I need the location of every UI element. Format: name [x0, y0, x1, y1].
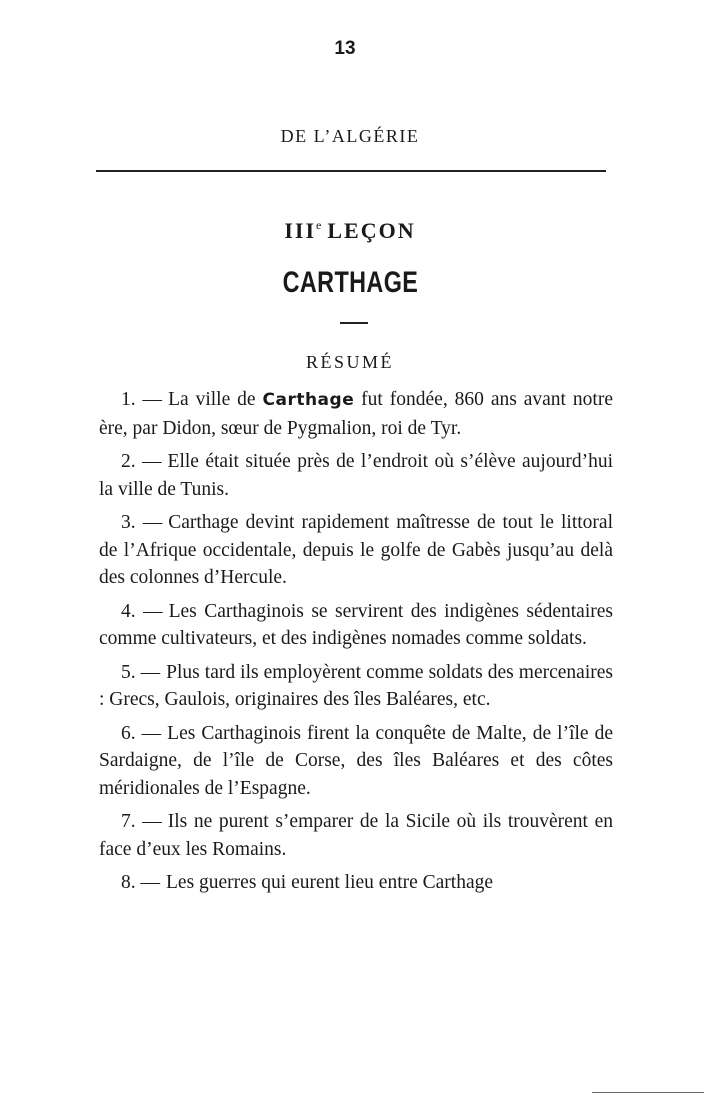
lesson-title: [0, 218, 700, 244]
summary-paragraph-5: [99, 659, 613, 714]
resume-heading: RÉSUMÉ: [305, 352, 394, 372]
footer-rule: [592, 1092, 704, 1093]
lesson-numeral: III: [284, 218, 317, 243]
paragraph-text-after: fut fondée, 860 ans avant notre ère, par Didon, sœur de Pygmalion, roi de Tyr.: [99, 389, 613, 439]
paragraph-number: 2. —: [121, 451, 162, 472]
paragraph-number: 5. —: [121, 661, 161, 683]
paragraph-text: Les Carthaginois firent la conquête de Malte, de l’île de Sardaigne, de l’île de Corse, des îles Baléares et des côtes méridionales de l’Espagne.: [99, 722, 614, 799]
paragraph-text: Les Carthaginois se servirent des indigènes sédentaires comme cultivateurs, et des indigènes nomades comme soldats.: [99, 600, 613, 649]
paragraph-number: 4. —: [121, 600, 163, 622]
paragraph-text: Les guerres qui eurent lieu entre Carthage: [166, 872, 494, 893]
title-rule: [340, 322, 368, 324]
paragraph-number: 1. —: [121, 389, 163, 410]
carthage-emphasis: Carthage: [262, 390, 355, 410]
summary-paragraph-2: [99, 448, 613, 503]
paragraph-number: 7. —: [121, 811, 162, 832]
paragraph-number: 6. —: [121, 722, 162, 744]
lesson-word: LEÇON: [327, 218, 416, 243]
paragraph-text-before: La ville de: [168, 389, 263, 410]
paragraph-text: Ils ne purent s’emparer de la Sicile où ils trouvèrent en face d’eux les Romains.: [99, 811, 613, 860]
running-head: DE L’ALGÉRIE: [280, 126, 420, 146]
paragraph-number: 8. —: [121, 872, 160, 893]
paragraph-text: Elle était située près de l’endroit où s’élève aujourd’hui la ville de Tunis.: [99, 451, 614, 500]
summary-paragraph-3: [99, 509, 613, 592]
paragraph-number: 3. —: [121, 512, 163, 533]
summary-paragraph-8: [99, 869, 613, 897]
summary-paragraph-1: [99, 386, 613, 442]
paragraph-text: Carthage devint rapidement maîtresse de tout le littoral de l’Afrique occidentale, depuis le golfe de Gabès jusqu’au delà des colonnes d’Hercule.: [99, 512, 613, 588]
summary-paragraph-6: [99, 720, 613, 803]
page-number: 13: [334, 38, 356, 59]
summary-paragraph-7: [99, 808, 613, 863]
lesson-superscript: e: [316, 218, 324, 232]
header-rule: [96, 170, 606, 172]
paragraph-text: Plus tard ils employèrent comme soldats des mercenaires : Grecs, Gaulois, originaires des îles Baléares, etc.: [99, 661, 613, 710]
summary-paragraph-4: [99, 598, 613, 653]
chapter-title: CARTHAGE: [282, 266, 419, 299]
summary-paragraphs: [99, 386, 613, 903]
